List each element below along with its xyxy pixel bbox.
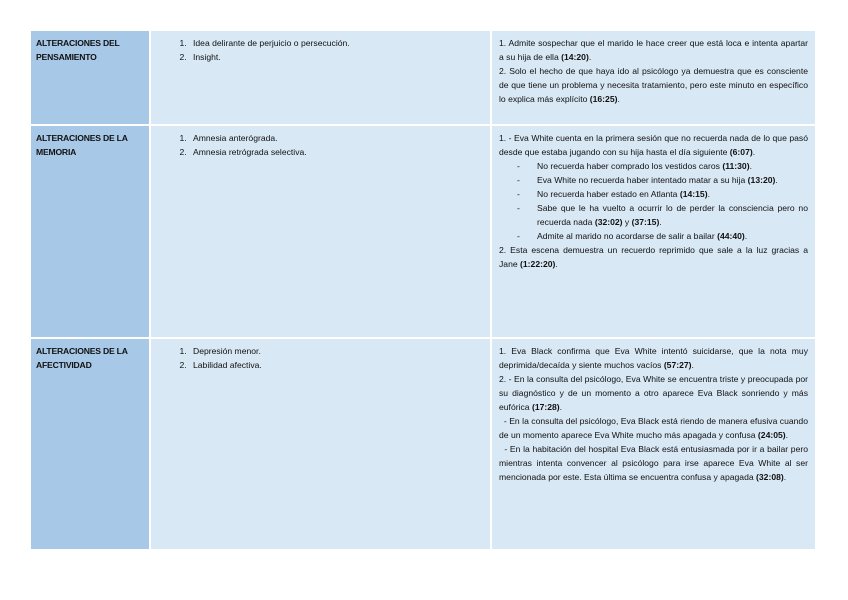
diagnosis-cell [151, 339, 490, 549]
evidence-paragraph: 2. Esta escena demuestra un recuerdo reprimido que sale a la luz gracias a Jane (1:22:20). [499, 245, 808, 269]
table-row [31, 31, 815, 124]
list-item: - Eva White no recuerda haber intentado matar a su hija (13:20). [499, 173, 808, 187]
evidence-paragraph: 1. Admite sospechar que el marido le hace creer que está loca e intenta apartar a su hija de ella (14:20). [499, 38, 808, 62]
timestamp: (14:15) [679, 189, 708, 199]
evidence-paragraph: 1. Eva Black confirma que Eva White intentó suicidarse, que la nota muy deprimida/decaída y siente muchos vacíos (57:27). [499, 346, 808, 370]
timestamp: (17:28) [531, 402, 560, 412]
evidence-paragraph: 2. - En la consulta del psicólogo, Eva White se encuentra triste y preocupada por su diagnóstico y de un momento a otro aparece Eva Black sonriendo y más eufórica (17:28). [499, 374, 808, 412]
list-item: - No recuerda haber comprado los vestidos caros (11:30). [499, 159, 808, 173]
list-item: 1. Amnesia anterógrada. [189, 131, 484, 145]
diagnosis-list [157, 36, 484, 64]
evidence-paragraph: 1. - Eva White cuenta en la primera sesión que no recuerda nada de lo que pasó desde que estaba jugando con su hija hasta el día siguiente (6:07). [499, 133, 808, 157]
timestamp: (44:40) [717, 231, 745, 241]
list-item: 2. Insight. [189, 50, 484, 64]
category-cell: ALTERACIONES DEL PENSAMIENTO [31, 31, 149, 124]
timestamp: (13:20) [747, 175, 776, 185]
table-row [31, 126, 815, 337]
timestamp: (32:02) [594, 217, 623, 227]
diagnosis-list [157, 131, 484, 159]
timestamp: (14:20) [561, 52, 589, 62]
diagnosis-list [157, 344, 484, 372]
list-item: - Sabe que le ha vuelto a ocurrir lo de perder la consciencia pero no recuerda nada (32:02) y (37:15). [499, 201, 808, 229]
evidence-paragraph: 2. Solo el hecho de que haya ido al psicólogo ya demuestra que es consciente de que tiene un problema y necesita tratamiento, pero este minuto en específico lo explica más explícito (16:25). [499, 66, 808, 104]
timestamp: (57:27) [663, 360, 692, 370]
category-cell: ALTERACIONES DE LA MEMORIA [31, 126, 149, 337]
diagnosis-cell [151, 31, 490, 124]
symptom-table [29, 29, 817, 551]
evidence-paragraph: - En la consulta del psicólogo, Eva Black está riendo de manera efusiva cuando de un momento aparece Eva White mucho más apagada y confusa (24:05). [499, 416, 808, 440]
diagnosis-cell [151, 126, 490, 337]
list-item: - Admite al marido no acordarse de salir a bailar (44:40). [499, 229, 808, 243]
evidence-paragraph: - En la habitación del hospital Eva Black está entusiasmada por ir a bailar pero mientras intenta convencer al psicólogo para irse aparece Eva White al ser mencionada por este. Esta última se encuentra confusa y apagada (32:08). [499, 444, 808, 482]
timestamp: (37:15) [631, 217, 660, 227]
evidence-cell [492, 339, 815, 549]
list-item: - No recuerda haber estado en Atlanta (14:15). [499, 187, 808, 201]
timestamp: (1:22:20) [520, 259, 556, 269]
list-item: 2. Labilidad afectiva. [189, 358, 484, 372]
evidence-sublist [499, 159, 808, 243]
timestamp: (6:07) [729, 147, 753, 157]
evidence-cell [492, 31, 815, 124]
list-item: 1. Depresión menor. [189, 344, 484, 358]
list-item: 2. Amnesia retrógrada selectiva. [189, 145, 484, 159]
evidence-cell [492, 126, 815, 337]
timestamp: (32:08) [756, 472, 784, 482]
timestamp: (16:25) [589, 94, 618, 104]
table-row [31, 339, 815, 549]
category-cell: ALTERACIONES DE LA AFECTIVIDAD [31, 339, 149, 549]
timestamp: (11:30) [722, 161, 750, 171]
timestamp: (24:05) [757, 430, 786, 440]
list-item: 1. Idea delirante de perjuicio o persecución. [189, 36, 484, 50]
